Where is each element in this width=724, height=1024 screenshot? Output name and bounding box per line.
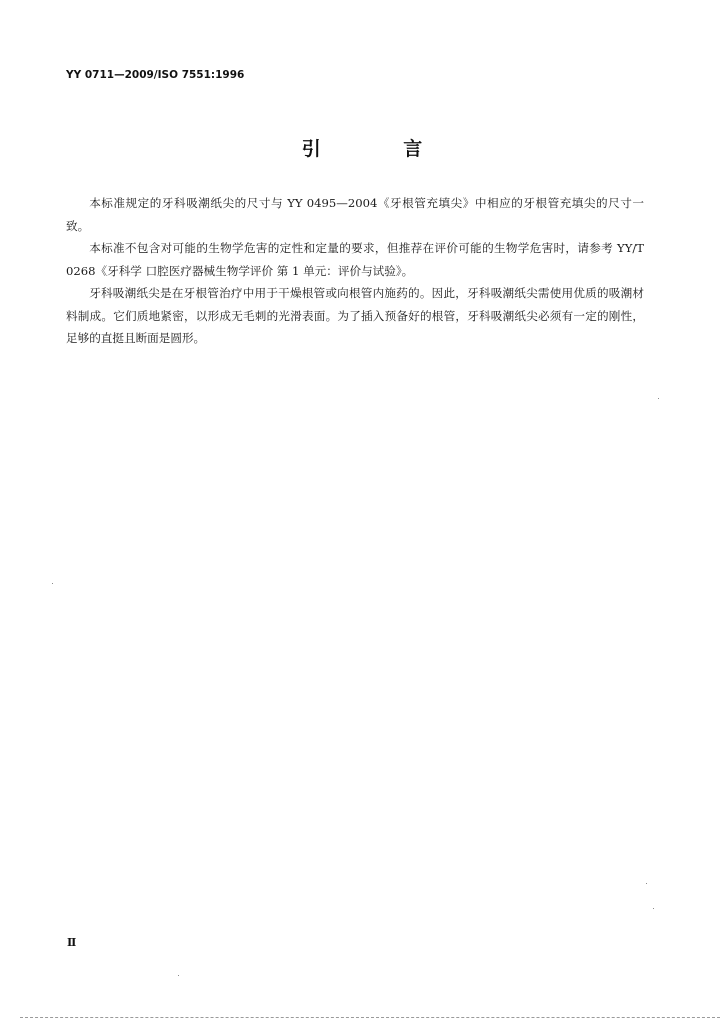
scan-speck bbox=[52, 583, 53, 584]
paragraph-3: 牙科吸潮纸尖是在牙根管治疗中用于干燥根管或向根管内施药的。因此，牙科吸潮纸尖需使用优质的吸潮材料制成。它们质地紧密，以形成无毛刺的光滑表面。为了插入预备好的根管，牙科吸潮纸尖必须有一定的刚性，足够的直挺且断面是圆形。 bbox=[66, 286, 644, 345]
paragraph-1: 本标准规定的牙科吸潮纸尖的尺寸与 YY 0495—2004《牙根管充填尖》中相应的牙根管充填尖的尺寸一致。 bbox=[66, 196, 644, 233]
paragraph-2: 本标准不包含对可能的生物学危害的定性和定量的要求，但推荐在评价可能的生物学危害时，请参考 YY/T 0268《牙科学 口腔医疗器械生物学评价 第 1 单元：评价与试验》。 bbox=[66, 241, 644, 278]
standard-code-header: YY 0711—2009/ISO 7551:1996 bbox=[66, 69, 245, 81]
body-text bbox=[66, 192, 644, 350]
scan-speck bbox=[658, 398, 659, 399]
section-title: 引 言 bbox=[301, 138, 461, 160]
scan-speck bbox=[178, 975, 179, 976]
scan-speck bbox=[653, 908, 654, 909]
scan-edge-line bbox=[20, 1017, 720, 1018]
scan-speck bbox=[646, 883, 647, 884]
page-number: Ⅱ bbox=[67, 936, 77, 949]
